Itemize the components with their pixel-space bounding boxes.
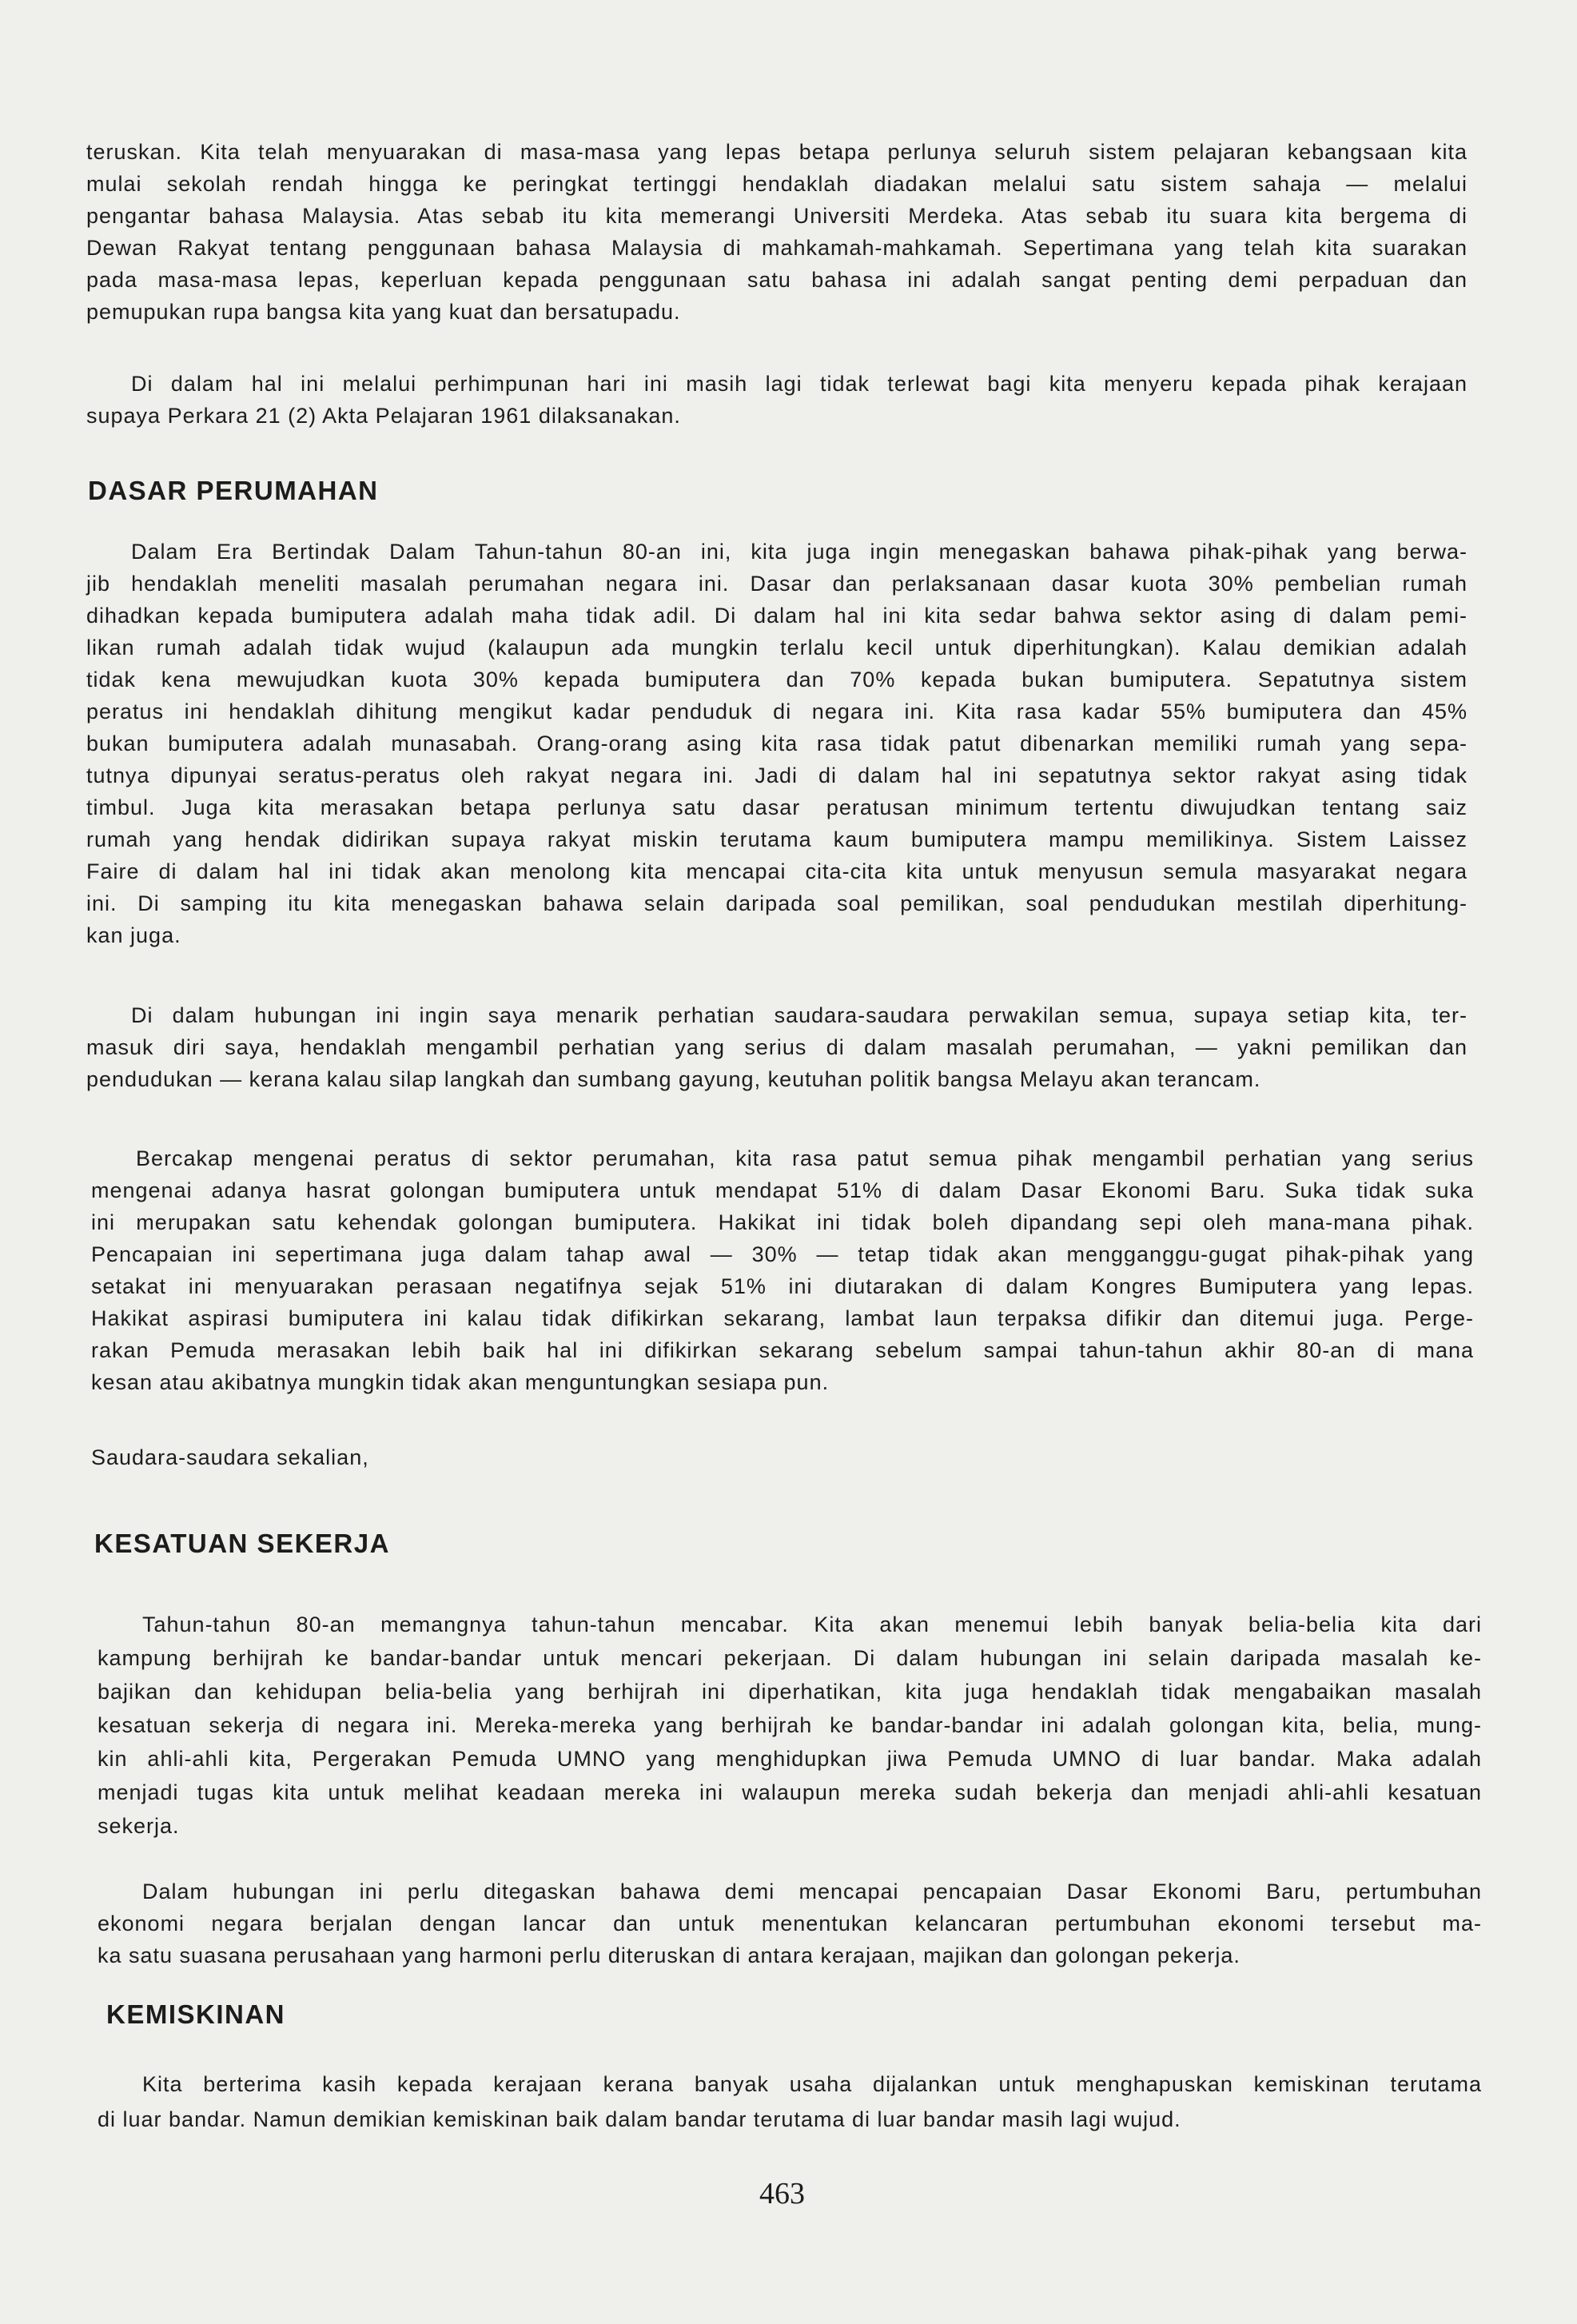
paragraph-poverty [98, 2067, 1482, 2137]
text-line: Dewan Rakyat tentang penggunaan bahasa Malaysia di mahkamah-mahkamah. Sepertimana yang telah kita suarakan [86, 236, 1467, 260]
text-line: tidak kena mewujudkan kuota 30% kepada bumiputera dan 70% kepada bukan bumiputera. Sepatutnya sistem [86, 668, 1467, 692]
text-line: Pencapaian ini sepertimana juga dalam tahap awal — 30% — tetap tidak akan mengganggu-gugat pihak-pihak yang [91, 1242, 1474, 1266]
text-line: ekonomi negara berjalan dengan lancar dan untuk menentukan kelancaran pertumbuhan ekonomi tersebut ma- [98, 1911, 1482, 1935]
text-line: rumah yang hendak didirikan supaya rakyat miskin terutama kaum bumiputera mampu memilikinya. Sistem Laissez [86, 827, 1467, 851]
text-line: masuk diri saya, hendaklah mengambil perhatian yang serius di dalam masalah perumahan, — yakni pemilikan dan [86, 1035, 1467, 1059]
text-line: likan rumah adalah tidak wujud (kalaupun ada mungkin terlalu kecil untuk diperhitungkan). Kalau demikian adalah [86, 636, 1467, 660]
page-number: 463 [759, 2177, 805, 2210]
text-line: kampung berhijrah ke bandar-bandar untuk mencari pekerjaan. Di dalam hubungan ini selain daripada masalah ke- [98, 1646, 1482, 1670]
text-line: Saudara-saudara sekalian, [91, 1445, 369, 1469]
paragraph-trade-unions [98, 1608, 1482, 1843]
text-line: mulai sekolah rendah hingga ke peringkat tertinggi hendaklah diadakan melalui satu sistem sahaja — melalui [86, 172, 1467, 196]
text-line: tutnya dipunyai seratus-peratus oleh rakyat negara ini. Jadi di dalam hal ini sepatutnya sektor rakyat asing tidak [86, 763, 1467, 787]
text-line: bajikan dan kehidupan belia-belia yang berhijrah ini diperhatikan, kita juga hendaklah tidak mengabaikan masalah [98, 1680, 1482, 1704]
text-line: mengenai adanya hasrat golongan bumiputera untuk mendapat 51% di dalam Dasar Ekonomi Baru. Suka tidak suka [91, 1178, 1474, 1202]
text-line: ini. Di samping itu kita menegaskan bahawa selain daripada soal pemilikan, soal pendudukan mestilah diperhitung- [86, 891, 1467, 915]
text-line: pemupukan rupa bangsa kita yang kuat dan bersatupadu. [86, 300, 681, 324]
text-line: dihadkan kepada bumiputera adalah maha tidak adil. Di dalam hal ini kita sedar bahwa sektor asing di dalam pemi- [86, 604, 1467, 628]
text-line: Hakikat aspirasi bumiputera ini kalau tidak difikirkan sekarang, lambat laun terpaksa difikir dan ditemui juga. Perge- [91, 1306, 1474, 1330]
text-line: Bercakap mengenai peratus di sektor perumahan, kita rasa patut semua pihak mengambil perhatian yang serius [136, 1146, 1474, 1170]
text-line: timbul. Juga kita merasakan betapa perlunya satu dasar peratusan minimum tertentu diwujudkan tentang saiz [86, 795, 1467, 819]
paragraph-education-continued [86, 136, 1467, 328]
text-line: pendudukan — kerana kalau silap langkah dan sumbang gayung, keutuhan politik bangsa Melayu akan terancam. [86, 1067, 1261, 1091]
text-line: kan juga. [86, 923, 181, 947]
text-line: di luar bandar. Namun demikian kemiskinan baik dalam bandar terutama di luar bandar masih lagi wujud. [98, 2107, 1181, 2131]
text-line: Faire di dalam hal ini tidak akan menolong kita mencapai cita-cita kita untuk menyusun semula masyarakat negara [86, 859, 1467, 883]
text-line: Dalam Era Bertindak Dalam Tahun-tahun 80-an ini, kita juga ingin menegaskan bahawa pihak-pihak yang berwa- [131, 540, 1467, 564]
text-line: ini merupakan satu kehendak golongan bumiputera. Hakikat ini tidak boleh dipandang sepi oleh mana-mana pihak. [91, 1210, 1474, 1234]
text-line: peratus ini hendaklah dihitung mengikut kadar penduduk di negara ini. Kita rasa kadar 55% bumiputera dan 45% [86, 700, 1467, 724]
text-line: Kita berterima kasih kepada kerajaan kerana banyak usaha dijalankan untuk menghapuskan kemiskinan terutama [142, 2072, 1482, 2096]
paragraph-housing-percentage [91, 1142, 1474, 1398]
paragraph-economic-growth [98, 1876, 1482, 1971]
heading-dasar-perumahan: DASAR PERUMAHAN [88, 476, 379, 505]
text-line: kin ahli-ahli kita, Pergerakan Pemuda UMNO yang menghidupkan jiwa Pemuda UMNO di luar bandar. Maka adalah [98, 1747, 1482, 1771]
text-line: Di dalam hal ini melalui perhimpunan hari ini masih lagi tidak terlewat bagi kita menyeru kepada pihak kerajaan [131, 372, 1467, 396]
text-line: teruskan. Kita telah menyuarakan di masa-masa yang lepas betapa perlunya seluruh sistem pelajaran kebangsaan kita [86, 140, 1467, 164]
text-line: setakat ini menyuarakan perasaan negatifnya sejak 51% ini diutarakan di dalam Kongres Bumiputera yang lepas. [91, 1274, 1474, 1298]
text-line: pada masa-masa lepas, keperluan kepada penggunaan satu bahasa ini adalah sangat penting demi perpaduan dan [86, 268, 1467, 292]
text-line: kesan atau akibatnya mungkin tidak akan menguntungkan sesiapa pun. [91, 1370, 830, 1394]
text-line: pengantar bahasa Malaysia. Atas sebab itu kita memerangi Universiti Merdeka. Atas sebab itu suara kita bergema di [86, 204, 1467, 228]
text-line: ka satu suasana perusahaan yang harmoni perlu diteruskan di antara kerajaan, majikan dan golongan pekerja. [98, 1943, 1240, 1967]
text-line: rakan Pemuda merasakan lebih baik hal ini difikirkan sekarang sebelum sampai tahun-tahun akhir 80-an di mana [91, 1338, 1474, 1362]
paragraph-housing-policy [86, 536, 1467, 951]
paragraph-housing-attention [86, 999, 1467, 1095]
text-line: jib hendaklah meneliti masalah perumahan negara ini. Dasar dan perlaksanaan dasar kuota 30% pembelian rumah [86, 572, 1467, 596]
text-line: Dalam hubungan ini perlu ditegaskan bahawa demi mencapai pencapaian Dasar Ekonomi Baru, pertumbuhan [142, 1880, 1482, 1903]
text-line: Di dalam hubungan ini ingin saya menarik perhatian saudara-saudara perwakilan semua, supaya setiap kita, ter- [131, 1003, 1467, 1027]
heading-kemiskinan: KEMISKINAN [106, 1999, 286, 2029]
paragraph-salutation [91, 1441, 1474, 1473]
text-line: Tahun-tahun 80-an memangnya tahun-tahun mencabar. Kita akan menemui lebih banyak belia-belia kita dari [142, 1612, 1482, 1636]
text-line: sekerja. [98, 1814, 180, 1838]
text-line: bukan bumiputera adalah munasabah. Orang-orang asing kita rasa tidak patut dibenarkan memiliki rumah yang sepa- [86, 731, 1467, 755]
heading-kesatuan-sekerja: KESATUAN SEKERJA [94, 1529, 390, 1558]
text-line: menjadi tugas kita untuk melihat keadaan mereka ini walaupun mereka sudah bekerja dan menjadi ahli-ahli kesatuan [98, 1780, 1482, 1804]
paragraph-akta-pelajaran [86, 368, 1467, 432]
text-line: supaya Perkara 21 (2) Akta Pelajaran 1961 dilaksanakan. [86, 404, 681, 428]
text-line: kesatuan sekerja di negara ini. Mereka-mereka yang berhijrah ke bandar-bandar ini adalah golongan kita, belia, mung- [98, 1713, 1482, 1737]
